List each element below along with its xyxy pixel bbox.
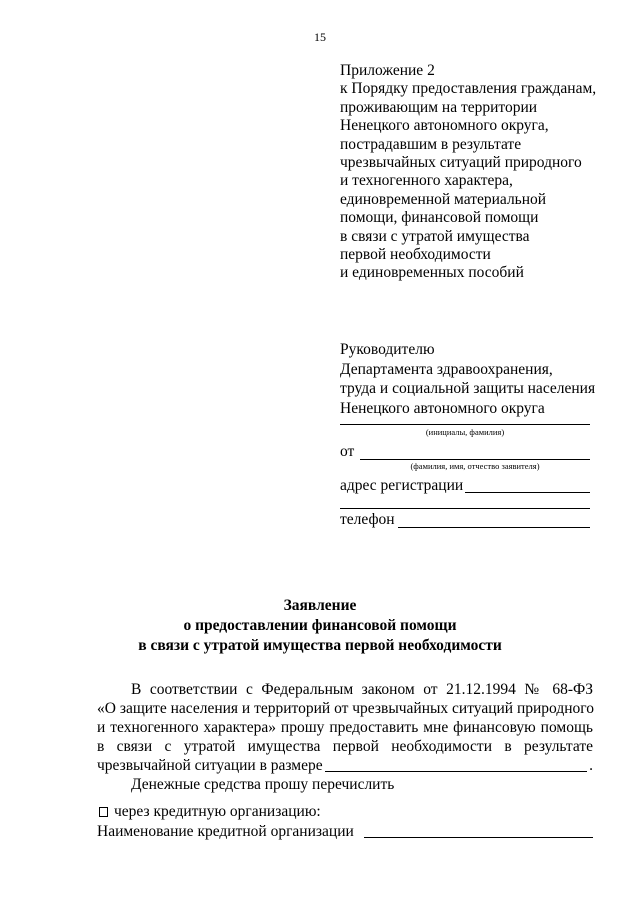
- initials-field[interactable]: [340, 424, 590, 425]
- statement-body: [97, 680, 593, 794]
- appendix-line: Приложение 2: [340, 62, 435, 79]
- appendix-line: к Порядку предоставления гражданам,: [340, 80, 597, 98]
- title-line: о предоставлении финансовой помощи: [183, 617, 457, 634]
- amount-field[interactable]: [325, 771, 587, 772]
- applicant-name-field[interactable]: [360, 459, 590, 460]
- appendix-line: проживающим на территории: [340, 98, 538, 116]
- phone-field[interactable]: [398, 527, 590, 528]
- address-label: адрес регистрации: [340, 477, 464, 494]
- bank-name-field[interactable]: [364, 837, 593, 838]
- appendix-line: в связи с утратой имущества: [340, 227, 530, 245]
- initials-caption: (инициалы, фамилия): [425, 427, 505, 437]
- addressee-line: Руководителю: [340, 341, 435, 358]
- document-title: [0, 596, 640, 656]
- appendix-line: помощи, финансовой помощи: [340, 209, 539, 227]
- title-line: в связи с утратой имущества первой необходимости: [138, 637, 502, 654]
- bank-name-label: Наименование кредитной организации: [97, 823, 354, 840]
- appendix-line: и единовременных пособий: [340, 264, 524, 282]
- body-line: и техногенного характера» прошу предоставить мне финансовую помощь: [97, 719, 593, 736]
- body-line: В соответствии с Федеральным законом от 21.12.1994 № 68-ФЗ: [131, 681, 593, 698]
- appendix-line: чрезвычайных ситуаций природного: [340, 154, 582, 172]
- body-line: в связи с утратой имущества первой необходимости в результате: [97, 738, 593, 755]
- addressee-line: труда и социальной защиты населения: [340, 380, 596, 397]
- body-line: «О защите населения и территорий от чрезвычайных ситуаций природного: [97, 700, 595, 717]
- addressee-line: Департамента здравоохранения,: [340, 360, 553, 378]
- address-field[interactable]: [465, 492, 590, 493]
- phone-label: телефон: [340, 511, 395, 528]
- checkbox-icon[interactable]: [99, 807, 108, 817]
- appendix-line: первой необходимости: [340, 246, 491, 264]
- body-line: чрезвычайной ситуации в размере: [97, 757, 323, 774]
- credit-org-option-label: через кредитную организацию:: [114, 803, 321, 820]
- amount-row: [97, 756, 593, 775]
- from-label: от: [340, 443, 355, 460]
- appendix-header: [340, 62, 610, 283]
- appendix-line: единовременной материальной: [340, 190, 547, 208]
- addressee-block: [340, 340, 610, 418]
- page-number: 15: [314, 30, 326, 44]
- title-line: Заявление: [283, 597, 357, 614]
- bank-name-row: [97, 823, 593, 841]
- appendix-line: и техногенного характера,: [340, 172, 513, 190]
- body-line: Денежные средства прошу перечислить: [131, 776, 395, 793]
- appendix-line: пострадавшим в результате: [340, 135, 522, 153]
- body-line-end: .: [589, 757, 593, 774]
- applicant-caption: (фамилия, имя, отчество заявителя): [410, 461, 540, 471]
- credit-org-option[interactable]: [99, 803, 321, 821]
- addressee-line: Ненецкого автономного округа: [340, 399, 545, 417]
- address-field-line-2[interactable]: [340, 508, 590, 509]
- appendix-line: Ненецкого автономного округа,: [340, 117, 549, 135]
